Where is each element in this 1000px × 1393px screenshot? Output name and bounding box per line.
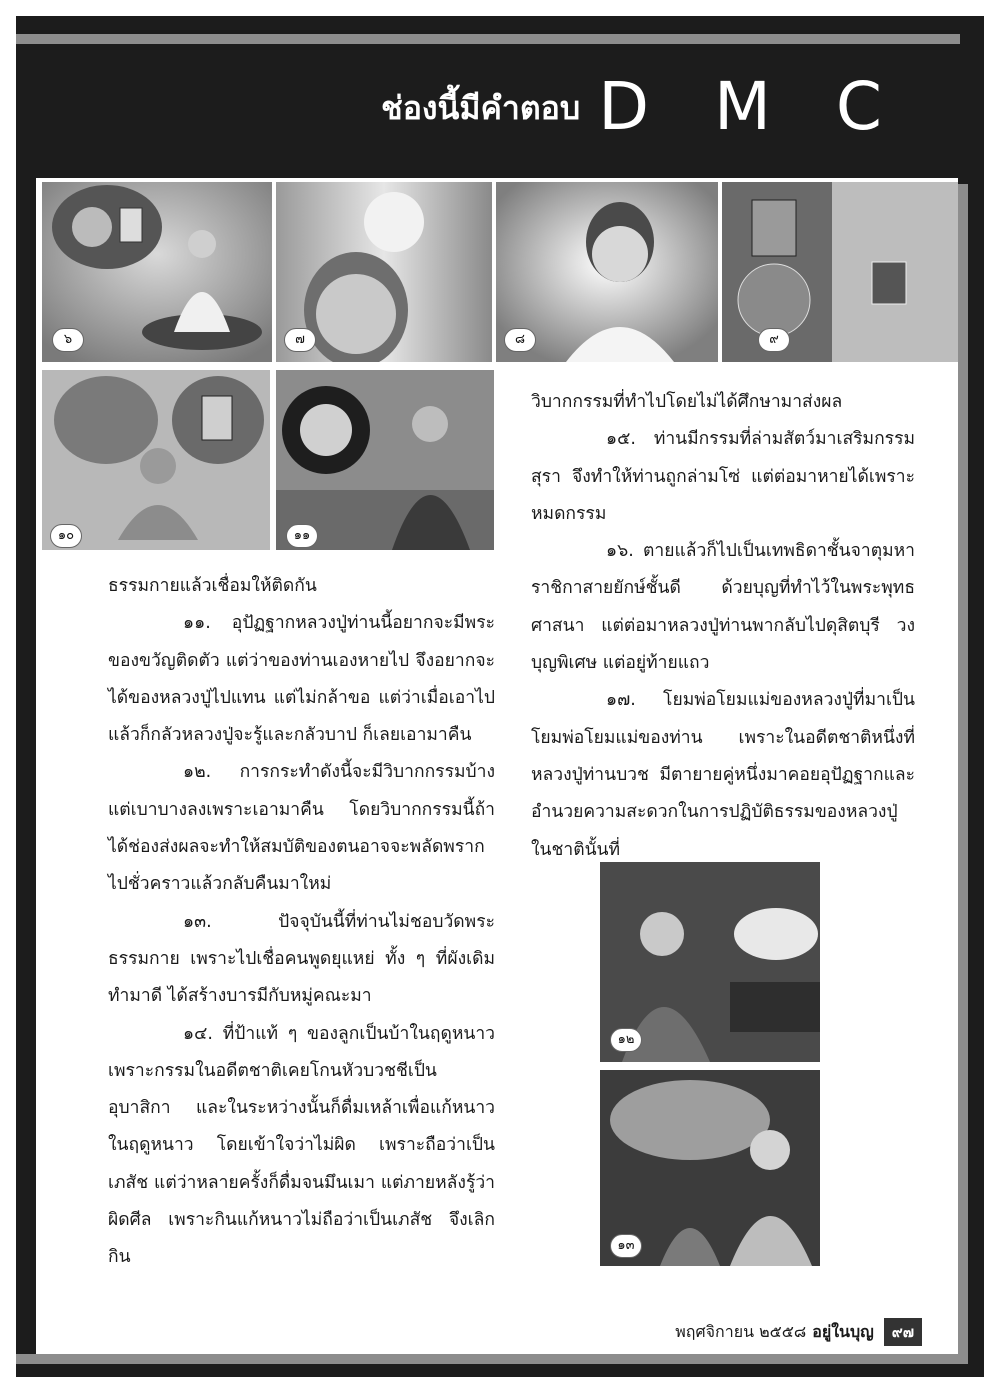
photo-8-badge: ๘ [504, 328, 536, 352]
paragraph: ๑๒. การกระทำดังนี้จะมีวิบากกรรมบ้าง แต่เบาบางลงเพราะเอามาคืน โดยวิบากกรรมนี้ถ้าได้ช่องส่งผลจะทำให้สมบัติของตนอาจจะพลัดพรากไปชั่วคราวแล้วกลับคืนมาใหม่ [108, 762, 495, 895]
photo-9-illustration [722, 182, 958, 362]
photo-7-badge: ๗ [284, 328, 316, 352]
photo-12 [600, 862, 820, 1062]
section-title-thai: ช่องนี้มีคำตอบ [380, 89, 581, 127]
photo-9-badge: ๙ [758, 328, 790, 352]
photo-10 [42, 370, 270, 550]
right-column [531, 384, 915, 869]
bottom-rule [16, 1354, 968, 1364]
issue-date: พฤศจิกายน ๒๕๕๘ [675, 1321, 807, 1341]
right-rule [958, 184, 968, 1356]
page-footer [675, 1318, 922, 1346]
photo-10-badge: ๑๐ [50, 524, 82, 548]
photo-6-badge: ๖ [52, 328, 84, 352]
section-title-dmc: D M C [598, 68, 904, 145]
photo-13 [600, 1070, 820, 1266]
photo-6 [42, 182, 272, 362]
photo-9 [722, 182, 958, 362]
paragraph: ๑๑. อุปัฏฐากหลวงปู่ท่านนี้อยากจะมีพระของขวัญติดตัว แต่ว่าของท่านเองหายไป จึงอยากจะได้ของหลวงปู่ไปแทน แต่ไม่กล้าขอ แต่ว่าเมื่อเอาไปแล้วก็กลัวหลวงปู่จะรู้และกลัวบาป ก็เลยเอามาคืน [108, 613, 495, 746]
left-column [108, 568, 495, 1277]
section-header [380, 68, 904, 145]
photo-8 [496, 182, 718, 362]
photo-11 [276, 370, 494, 550]
paragraph: วิบากกรรมที่ทำไปโดยไม่ได้ศึกษามาส่งผล [531, 392, 843, 412]
photo-10-illustration [42, 370, 270, 550]
photo-11-illustration [276, 370, 494, 550]
photo-12-badge: ๑๒ [610, 1028, 642, 1052]
photo-11-badge: ๑๑ [286, 524, 318, 548]
paragraph: ๑๔. ที่ป้าแท้ ๆ ของลูกเป็นบ้าในฤดูหนาว เพราะกรรมในอดีตชาติเคยโกนหัวบวชชีเป็นอุบาสิกา และในระหว่างนั้นก็ดื่มเหล้าเพื่อแก้หนาวในฤดูหนาว โดยเข้าใจว่าไม่ผิด เพราะถือว่าเป็นเภสัช แต่ว่าหลายครั้งก็ดื่มจนมึนเมา แต่ภายหลังรู้ว่าผิดศีล เพราะกินแก้หนาวไม่ถือว่าเป็นเภสัช จึงเลิกกิน [108, 1023, 495, 1268]
paragraph: ๑๖. ตายแล้วก็ไปเป็นเทพธิดาชั้นจาตุมหาราชิกาสายยักษ์ชั้นดี ด้วยบุญที่ทำไว้ในพระพุทธศาสนา แต่ต่อมาหลวงปู่ท่านพากลับไปดุสิตบุรี วงบุญพิเศษ แต่อยู่ท้ายแถว [531, 541, 915, 674]
paragraph: ๑๕. ท่านมีกรรมที่ล่ามสัตว์มาเสริมกรรมสุรา จึงทำให้ท่านถูกล่ามโซ่ แต่ต่อมาหายได้เพราะหมดกรรม [531, 429, 915, 524]
magazine-name: อยู่ในบุญ [812, 1321, 874, 1341]
top-rule [16, 34, 960, 44]
paragraph: ๑๓. ปัจจุบันนี้ที่ท่านไม่ชอบวัดพระธรรมกาย เพราะไปเชื่อคนพูดยุแหย่ ทั้ง ๆ ที่ผังเดิมทำมาดี ได้สร้างบารมีกับหมู่คณะมา [108, 911, 495, 1007]
photo-13-badge: ๑๓ [610, 1234, 642, 1258]
photo-7 [276, 182, 492, 362]
paragraph: ธรรมกายแล้วเชื่อมให้ติดกัน [108, 576, 317, 596]
paragraph: ๑๗. โยมพ่อโยมแม่ของหลวงปู่ที่มาเป็นโยมพ่อโยมแม่ของท่าน เพราะในอดีตชาติหนึ่งที่หลวงปู่ท่านบวช มีตายายคู่หนึ่งมาคอยอุปัฏฐากและอำนวยความสะดวกในการปฏิบัติธรรมของหลวงปู่ในชาตินั้นที่ [531, 690, 915, 860]
page-number: ๙๗ [884, 1318, 922, 1346]
